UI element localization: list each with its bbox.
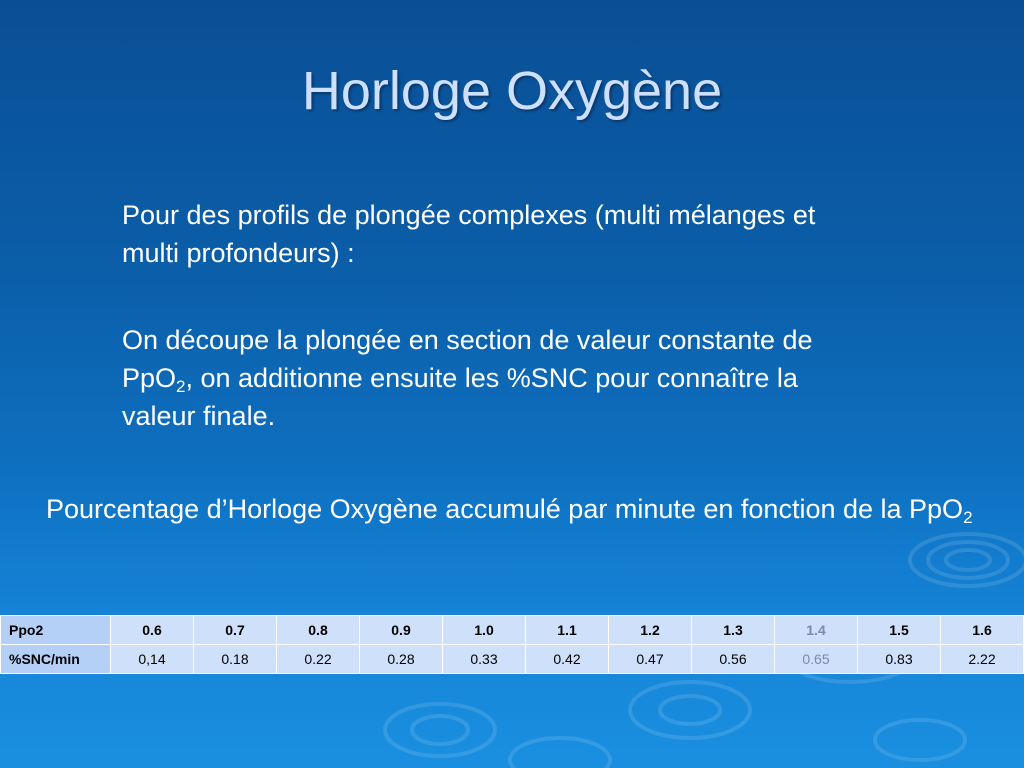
- method-paragraph: [122, 321, 842, 435]
- table-cell: 0.56: [692, 645, 775, 674]
- table-cell: 1.2: [609, 616, 692, 645]
- table-cell: 0.42: [526, 645, 609, 674]
- table-cell: 1.3: [692, 616, 775, 645]
- table-cell: 1.6: [941, 616, 1024, 645]
- table-cell: 0.33: [443, 645, 526, 674]
- row-header-ppo2: Ppo2: [1, 616, 111, 645]
- method-text-start: On découpe la plongée en section de valeur constante de PpO: [122, 325, 813, 393]
- intro-paragraph: Pour des profils de plongée complexes (multi mélanges et multi profondeurs) :: [122, 200, 816, 268]
- table-row-ppo2: [1, 616, 1024, 645]
- table-cell: 0.6: [111, 616, 194, 645]
- subscript-2: 2: [963, 508, 973, 527]
- table-cell: 1.4: [775, 616, 858, 645]
- table-cell: 1.5: [858, 616, 941, 645]
- table-cell: 0.7: [194, 616, 277, 645]
- table-cell: 1.1: [526, 616, 609, 645]
- subscript-2: 2: [176, 377, 186, 396]
- table-cell: 1.0: [443, 616, 526, 645]
- table-caption: [46, 490, 986, 528]
- table-cell: 0.65: [775, 645, 858, 674]
- table-cell: 0.28: [360, 645, 443, 674]
- table-cell: 0.83: [858, 645, 941, 674]
- table-cell: 0.47: [609, 645, 692, 674]
- row-header-snc: %SNC/min: [1, 645, 111, 674]
- table-cell: 0.18: [194, 645, 277, 674]
- table-cell: 0.22: [277, 645, 360, 674]
- table-cell: 2.22: [941, 645, 1024, 674]
- table-cell: 0.9: [360, 616, 443, 645]
- slide-title: Horloge Oxygène: [301, 61, 723, 121]
- table-cell: 0,14: [111, 645, 194, 674]
- table-cell: 0.8: [277, 616, 360, 645]
- snc-table: [0, 615, 1024, 674]
- table-row-snc: [1, 645, 1024, 674]
- caption-text: Pourcentage d’Horloge Oxygène accumulé par minute en fonction de la PpO: [46, 494, 964, 524]
- method-text-end: , on additionne ensuite les %SNC pour connaître la valeur finale.: [122, 363, 798, 431]
